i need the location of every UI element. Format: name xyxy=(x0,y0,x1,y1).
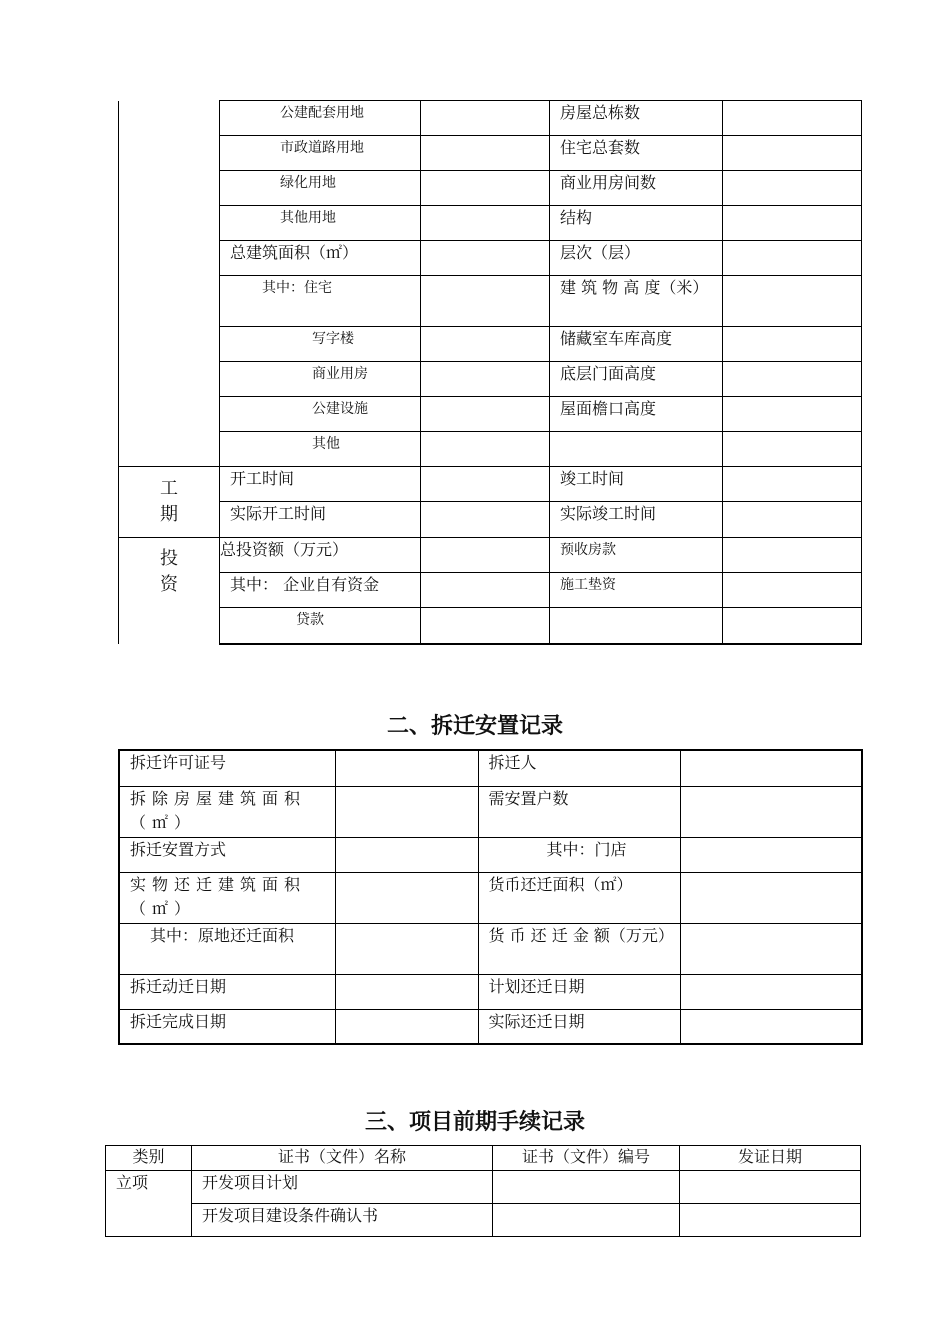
label-road-land: 市政道路用地 xyxy=(220,136,421,171)
label-households-to-resettle: 需安置户数 xyxy=(478,786,680,837)
value-cell[interactable] xyxy=(421,467,550,502)
label-presale-payments: 预收房款 xyxy=(550,538,723,573)
label-total-buildings: 房屋总栋数 xyxy=(550,101,723,136)
header-issue-date: 发证日期 xyxy=(680,1146,861,1171)
value-cell[interactable] xyxy=(421,502,550,538)
label-planned-return-date: 计划还迁日期 xyxy=(478,974,680,1009)
label-demolition-permit-no: 拆迁许可证号 xyxy=(119,750,335,786)
value-cell[interactable] xyxy=(723,397,862,432)
value-cell[interactable] xyxy=(723,362,862,397)
label-demolisher: 拆迁人 xyxy=(478,750,680,786)
label-floors: 层次（层） xyxy=(550,241,723,276)
category-project-approval: 立项 xyxy=(106,1171,192,1237)
value-cell[interactable] xyxy=(421,573,550,608)
value-cell[interactable] xyxy=(680,786,862,837)
label-office: 写字楼 xyxy=(220,327,421,362)
value-cell[interactable] xyxy=(723,502,862,538)
value-cell[interactable] xyxy=(421,276,550,327)
label-actual-completion-time: 实际竣工时间 xyxy=(550,502,723,538)
value-cell[interactable] xyxy=(335,974,478,1009)
value-cell[interactable] xyxy=(493,1171,680,1204)
value-cell[interactable] xyxy=(421,206,550,241)
label-public-facilities: 公建设施 xyxy=(220,397,421,432)
value-cell[interactable] xyxy=(421,171,550,206)
value-cell[interactable] xyxy=(680,837,862,872)
label-relocation-date: 拆迁动迁日期 xyxy=(119,974,335,1009)
doc-construction-conditions: 开发项目建设条件确认书 xyxy=(192,1204,493,1237)
header-category: 类别 xyxy=(106,1146,192,1171)
value-cell[interactable] xyxy=(493,1204,680,1237)
section-label-investment: 投 资 xyxy=(119,538,220,644)
label-public-facility-land: 公建配套用地 xyxy=(220,101,421,136)
section-label-schedule: 工 期 xyxy=(119,467,220,538)
label-commercial-rooms: 商业用房间数 xyxy=(550,171,723,206)
value-cell[interactable] xyxy=(680,872,862,923)
value-cell[interactable] xyxy=(680,923,862,974)
value-cell[interactable] xyxy=(723,101,862,136)
label-monetary-area: 货币还迁面积（㎡） xyxy=(478,872,680,923)
value-cell[interactable] xyxy=(421,538,550,573)
value-cell[interactable] xyxy=(723,276,862,327)
value-cell[interactable] xyxy=(421,241,550,276)
label-shops: 其中：门店 xyxy=(478,837,680,872)
value-cell[interactable] xyxy=(680,1009,862,1044)
value-cell[interactable] xyxy=(723,467,862,502)
value-cell[interactable] xyxy=(723,206,862,241)
label-own-funds: 其中： 企业自有资金 xyxy=(220,573,421,608)
header-document-name: 证书（文件）名称 xyxy=(192,1146,493,1171)
label-actual-return-date: 实际还迁日期 xyxy=(478,1009,680,1044)
label-storage-garage-height: 储藏室车库高度 xyxy=(550,327,723,362)
value-cell[interactable] xyxy=(680,974,862,1009)
value-cell[interactable] xyxy=(335,1009,478,1044)
value-cell[interactable] xyxy=(723,241,862,276)
doc-dev-project-plan: 开发项目计划 xyxy=(192,1171,493,1204)
value-cell[interactable] xyxy=(421,136,550,171)
label-other: 其他 xyxy=(220,432,421,467)
value-cell[interactable] xyxy=(680,1204,861,1237)
value-cell[interactable] xyxy=(680,750,862,786)
value-cell[interactable] xyxy=(335,872,478,923)
label-loans: 贷款 xyxy=(220,608,421,644)
label-empty xyxy=(550,432,723,467)
label-eave-height: 屋面檐口高度 xyxy=(550,397,723,432)
label-green-land: 绿化用地 xyxy=(220,171,421,206)
value-cell[interactable] xyxy=(421,432,550,467)
label-other-land: 其他用地 xyxy=(220,206,421,241)
label-demolished-area: 拆除房屋建筑面积（㎡） xyxy=(119,786,335,837)
value-cell[interactable] xyxy=(680,1171,861,1204)
value-cell[interactable] xyxy=(723,136,862,171)
demolition-table xyxy=(118,749,863,1045)
preliminary-procedures-table xyxy=(105,1145,861,1237)
label-empty xyxy=(550,608,723,644)
label-total-investment: 总投资额（万元） xyxy=(220,538,421,573)
label-onsite-area: 其中：原地还迁面积 xyxy=(119,923,335,974)
value-cell[interactable] xyxy=(723,171,862,206)
land-section-cell xyxy=(119,101,220,467)
label-commercial: 商业用房 xyxy=(220,362,421,397)
label-structure: 结构 xyxy=(550,206,723,241)
label-monetary-amount: 货 币 还 迁 金 额（万元） xyxy=(478,923,680,974)
value-cell[interactable] xyxy=(335,923,478,974)
value-cell[interactable] xyxy=(421,397,550,432)
section-title-preliminary: 三、项目前期手续记录 xyxy=(364,1110,585,1135)
value-cell[interactable] xyxy=(335,750,478,786)
label-contractor-advance: 施工垫资 xyxy=(550,573,723,608)
label-completion-time: 竣工时间 xyxy=(550,467,723,502)
value-cell[interactable] xyxy=(723,538,862,573)
project-info-table xyxy=(118,100,862,645)
label-resettlement-method: 拆迁安置方式 xyxy=(119,837,335,872)
value-cell[interactable] xyxy=(421,101,550,136)
label-in-kind-area: 实物还迁建筑面积（㎡） xyxy=(119,872,335,923)
label-building-height: 建 筑 物 高 度（米） xyxy=(550,276,723,327)
label-total-floor-area: 总建筑面积（㎡） xyxy=(220,241,421,276)
value-cell[interactable] xyxy=(421,362,550,397)
label-residential: 其中：住宅 xyxy=(220,276,421,327)
value-cell[interactable] xyxy=(335,786,478,837)
value-cell[interactable] xyxy=(421,608,550,644)
value-cell[interactable] xyxy=(723,432,862,467)
label-ground-shop-height: 底层门面高度 xyxy=(550,362,723,397)
value-cell[interactable] xyxy=(723,608,862,644)
label-total-housing-units: 住宅总套数 xyxy=(550,136,723,171)
label-actual-start-time: 实际开工时间 xyxy=(220,502,421,538)
label-start-time: 开工时间 xyxy=(220,467,421,502)
label-demolition-complete-date: 拆迁完成日期 xyxy=(119,1009,335,1044)
section-title-demolition: 二、拆迁安置记录 xyxy=(386,714,563,739)
value-cell[interactable] xyxy=(723,327,862,362)
value-cell[interactable] xyxy=(421,327,550,362)
value-cell[interactable] xyxy=(335,837,478,872)
value-cell[interactable] xyxy=(723,573,862,608)
header-document-number: 证书（文件）编号 xyxy=(493,1146,680,1171)
